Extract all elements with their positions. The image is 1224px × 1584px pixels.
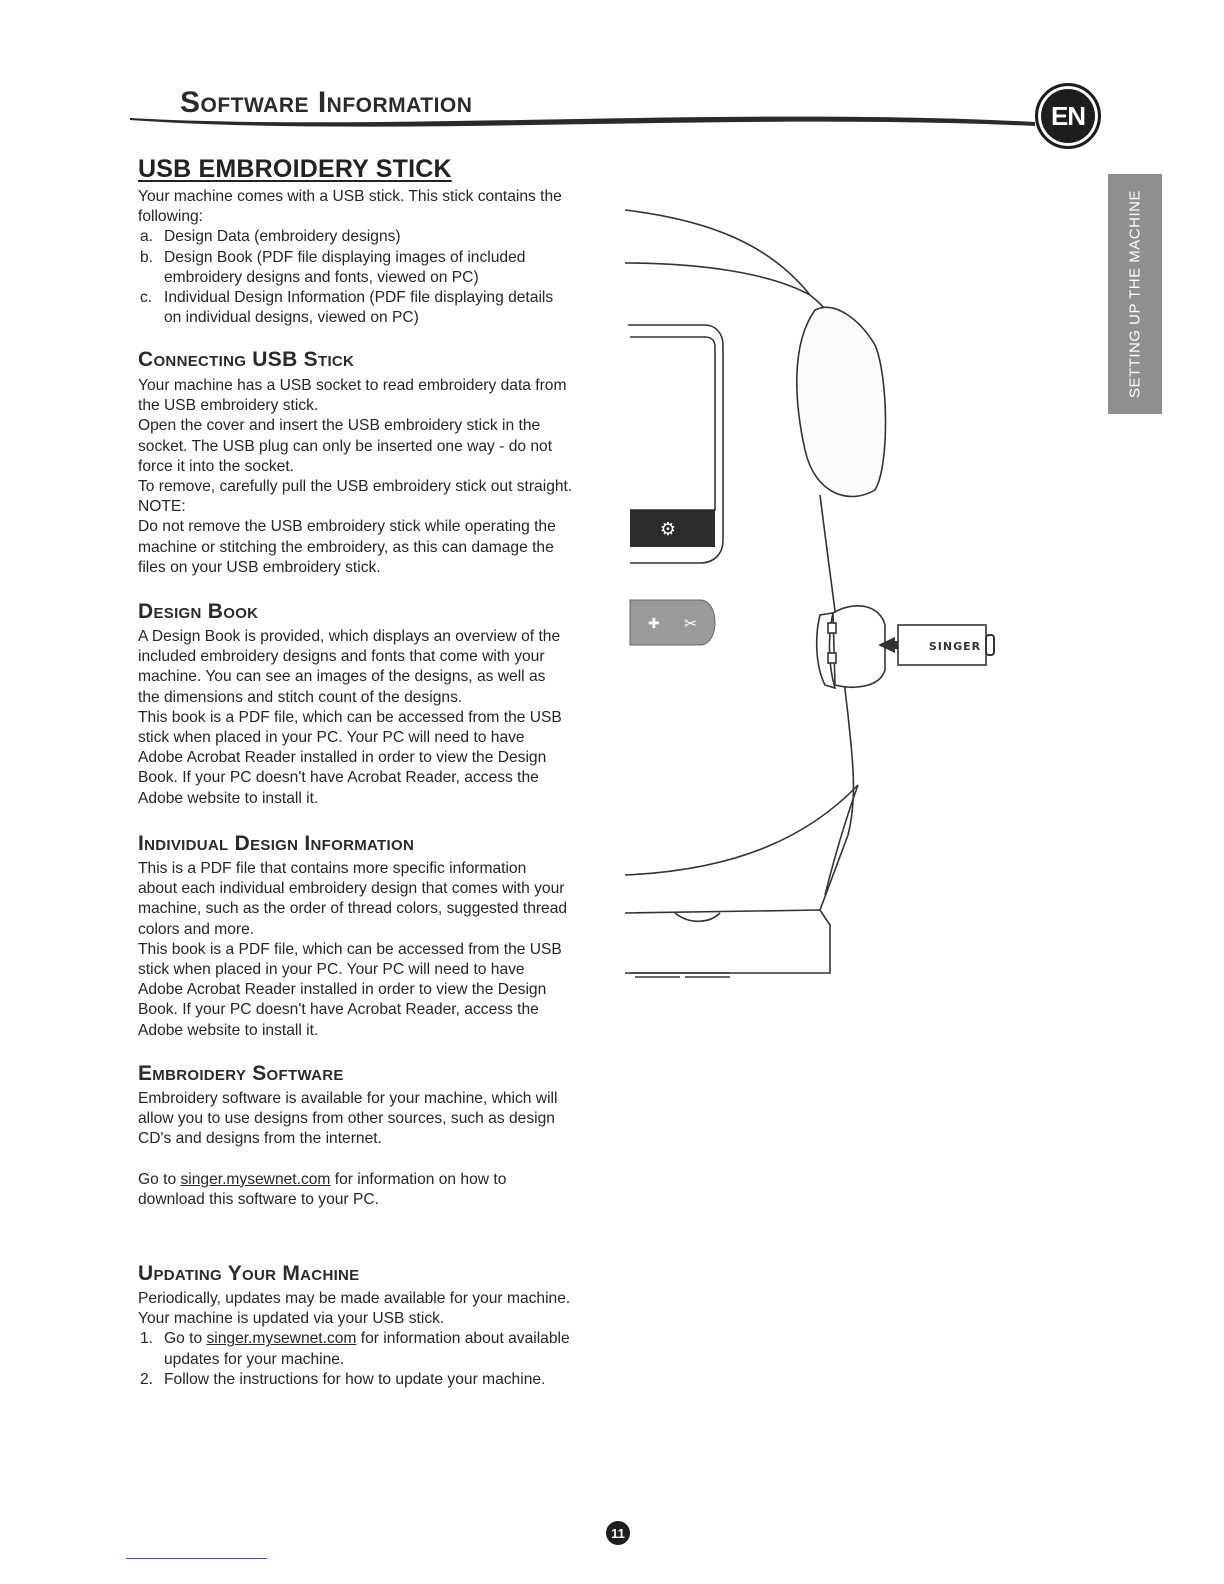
list-item [138, 1370, 608, 1390]
body-line: colors and more. [138, 920, 255, 938]
body-line: about each individual embroidery design that comes with your [138, 880, 565, 898]
section-side-tab [1108, 174, 1162, 414]
list-marker: 1. [140, 1330, 154, 1348]
list-marker: b. [140, 248, 154, 266]
body-line: included embroidery designs and fonts that come with your [138, 648, 545, 666]
body-line: Adobe Acrobat Reader installed in order to view the Design [138, 749, 547, 767]
text-span: Go to [164, 1330, 207, 1348]
usb-contents-list [138, 227, 608, 328]
body-line: This book is a PDF file, which can be accessed from the USB [138, 708, 562, 726]
list-item-text: Individual Design Information (PDF file displaying details [164, 289, 554, 307]
body-line: Book. If your PC doesn't have Acrobat Reader, access the [138, 769, 539, 787]
list-marker: a. [140, 228, 154, 246]
body-line: Adobe website to install it. [138, 789, 319, 807]
text-span: Go to [138, 1170, 181, 1188]
body-line: Adobe Acrobat Reader installed in order to view the Design [138, 981, 547, 999]
usb-intro-line: following: [138, 208, 204, 226]
connecting-section [138, 348, 608, 578]
body-line: machine. You can see an images of the designs, as well as [138, 668, 546, 686]
updating-section [138, 1262, 608, 1390]
body-line: files on your USB embroidery stick. [138, 558, 381, 576]
usb-insertion-illustration [620, 195, 1040, 995]
section-side-tab-label: SETTING UP THE MACHINE [1126, 190, 1144, 398]
usb-brand-label: SINGER [928, 640, 982, 653]
text-span: for information about available [356, 1330, 570, 1348]
usb-stick-cap [986, 635, 994, 655]
individual-info-heading: Individual Design Information [138, 832, 415, 855]
scissors-icon: ✂ [684, 614, 698, 633]
body-line: Book. If your PC doesn't have Acrobat Reader, access the [138, 1001, 539, 1019]
text-span: updates for your machine. [164, 1350, 345, 1368]
body-line: allow you to use designs from other sources, such as design [138, 1110, 555, 1128]
body-line [138, 1170, 608, 1190]
list-item-text: Design Data (embroidery designs) [164, 228, 401, 246]
needle-icon: ⚙ [659, 519, 677, 540]
body-line: stick when placed in your PC. Your PC will need to have [138, 961, 525, 979]
body-line: Adobe website to install it. [138, 1021, 319, 1039]
text-span: for information on how to [330, 1170, 507, 1188]
body-line: Periodically, updates may be made available for your machine. [138, 1290, 571, 1307]
body-line: machine, such as the order of thread colors, suggested thread [138, 900, 568, 918]
footer-rule [126, 1558, 267, 1559]
body-line: download this software to your PC. [138, 1190, 379, 1208]
note-label: NOTE: [138, 498, 186, 516]
list-item [138, 227, 608, 247]
updating-heading: Updating Your Machine [138, 1262, 360, 1285]
body-line: force it into the socket. [138, 457, 295, 475]
body-line: CD's and designs from the internet. [138, 1130, 382, 1148]
body-line: machine or stitching the embroidery, as this can damage the [138, 538, 554, 556]
usb-stick-section [138, 155, 608, 328]
list-marker: c. [140, 289, 153, 307]
page-number-badge: 11 [606, 1521, 630, 1545]
usb-stick-heading: USB EMBROIDERY STICK [138, 155, 452, 183]
mysewnet-link[interactable]: singer.mysewnet.com [206, 1330, 357, 1348]
usb-intro-line: Your machine comes with a USB stick. This stick contains the [138, 188, 562, 205]
embroidery-software-section [138, 1062, 608, 1210]
update-steps-list [138, 1329, 608, 1390]
list-item-text: Design Book (PDF file displaying images of included [164, 248, 526, 266]
list-item [138, 1329, 608, 1369]
thread-icon: ✚ [648, 616, 660, 632]
usb-socket-cover [817, 606, 885, 688]
body-line: Embroidery software is available for your machine, which will [138, 1090, 558, 1107]
body-line: A Design Book is provided, which displays an overview of the [138, 628, 561, 645]
body-line: To remove, carefully pull the USB embroidery stick out straight. [138, 478, 573, 496]
body-line: Your machine is updated via your USB stick. [138, 1310, 445, 1328]
page-header-title: Software Information [180, 86, 473, 119]
body-line: socket. The USB plug can only be inserted one way - do not [138, 437, 553, 455]
embroidery-software-heading: Embroidery Software [138, 1062, 344, 1085]
list-marker: 2. [140, 1370, 154, 1388]
body-line: stick when placed in your PC. Your PC will need to have [138, 729, 525, 747]
body-line: the USB embroidery stick. [138, 397, 319, 415]
list-item-text: on individual designs, viewed on PC) [164, 309, 419, 327]
list-item [138, 248, 608, 288]
list-item [138, 288, 608, 328]
body-line: the dimensions and stitch count of the designs. [138, 688, 463, 706]
list-item-text: embroidery designs and fonts, viewed on PC) [164, 268, 479, 286]
language-badge: EN [1035, 83, 1101, 149]
design-book-heading: Design Book [138, 600, 259, 623]
body-line: Do not remove the USB embroidery stick while operating the [138, 518, 556, 536]
individual-info-section [138, 832, 608, 1041]
mysewnet-link[interactable]: singer.mysewnet.com [180, 1170, 331, 1188]
body-line: Your machine has a USB socket to read embroidery data from [138, 377, 567, 394]
body-line: This is a PDF file that contains more specific information [138, 860, 527, 877]
design-book-section [138, 600, 608, 809]
body-line: This book is a PDF file, which can be accessed from the USB [138, 940, 562, 958]
list-item-text: Follow the instructions for how to update your machine. [164, 1370, 546, 1388]
body-line: Open the cover and insert the USB embroidery stick in the [138, 417, 541, 435]
connecting-heading: Connecting USB Stick [138, 348, 355, 371]
